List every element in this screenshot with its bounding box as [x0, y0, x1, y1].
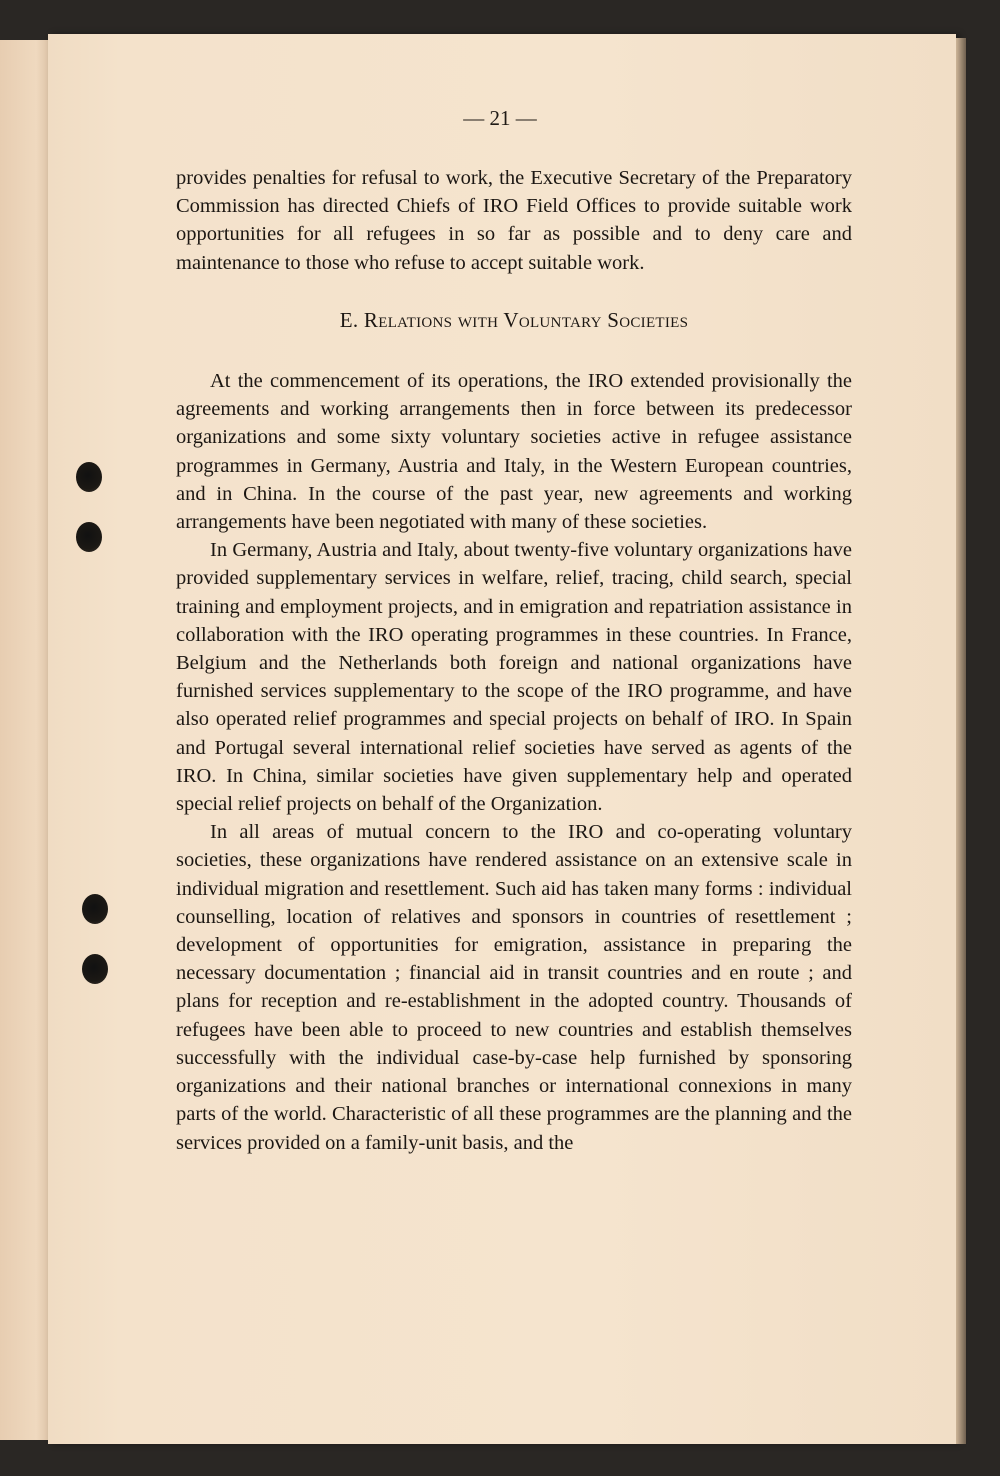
- page-body: [176, 164, 852, 1157]
- page-number: — 21 —: [463, 106, 537, 130]
- section-heading: E. Relations with Voluntary Societies: [339, 307, 689, 332]
- punch-hole-1: [76, 462, 102, 492]
- paragraph-2: At the commencement of its operations, the IRO extended provisionally the agreements and working arrangements then in force between its predecessor organizations and some sixty voluntary societies active in refugee assistance programmes in Germany, Austria and Italy, in the Western European countries, and in China. In the course of the past year, new agreements and working arrangements have been negotiated with many of these societies.: [176, 370, 852, 534]
- punch-hole-4: [82, 954, 108, 984]
- paragraph-4: In all areas of mutual concern to the IRO and co-operating voluntary societies, these organizations have rendered assistance on an extensive scale in individual migration and resettlement. Such aid has taken many forms : individual counselling, location of relatives and sponsors in countries of resettlement ; development of opportunities for emigration, assistance in preparing the necessary documentation ; financial aid in transit countries and en route ; and plans for reception and re-establishment in the adopted country. Thousands of refugees have been able to proceed to new countries and establish themselves successfully with the individual case-by-case help furnished by sponsoring organizations and their national branches or international connexions in many parts of the world. Characteristic of all these programmes are the planning and the services provided on a family-unit basis, and the: [176, 821, 852, 1154]
- page-edge-shadow: [956, 38, 966, 1444]
- paragraph-1: provides penalties for refusal to work, the Executive Secretary of the Preparatory Commission has directed Chiefs of IRO Field Offices to provide suitable work opportunities for all refugees in so far as possible and to deny care and maintenance to those who refuse to accept suitable work.: [176, 167, 852, 274]
- punch-hole-3: [82, 894, 108, 924]
- facing-page-edge: [0, 40, 53, 1440]
- paragraph-3: In Germany, Austria and Italy, about twenty-five voluntary organizations have provided supplementary services in welfare, relief, tracing, child search, special training and employment projects, and in emigration and repatriation assistance in collaboration with the IRO operating programmes in these countries. In France, Belgium and the Netherlands both foreign and national organizations have furnished services supplementary to the scope of the IRO programme, and have also operated relief programmes and special projects on behalf of IRO. In Spain and Portugal several international relief societies have served as agents of the IRO. In China, similar societies have given supplementary help and operated special relief projects on behalf of the Organization.: [176, 539, 852, 816]
- punch-hole-2: [76, 522, 102, 552]
